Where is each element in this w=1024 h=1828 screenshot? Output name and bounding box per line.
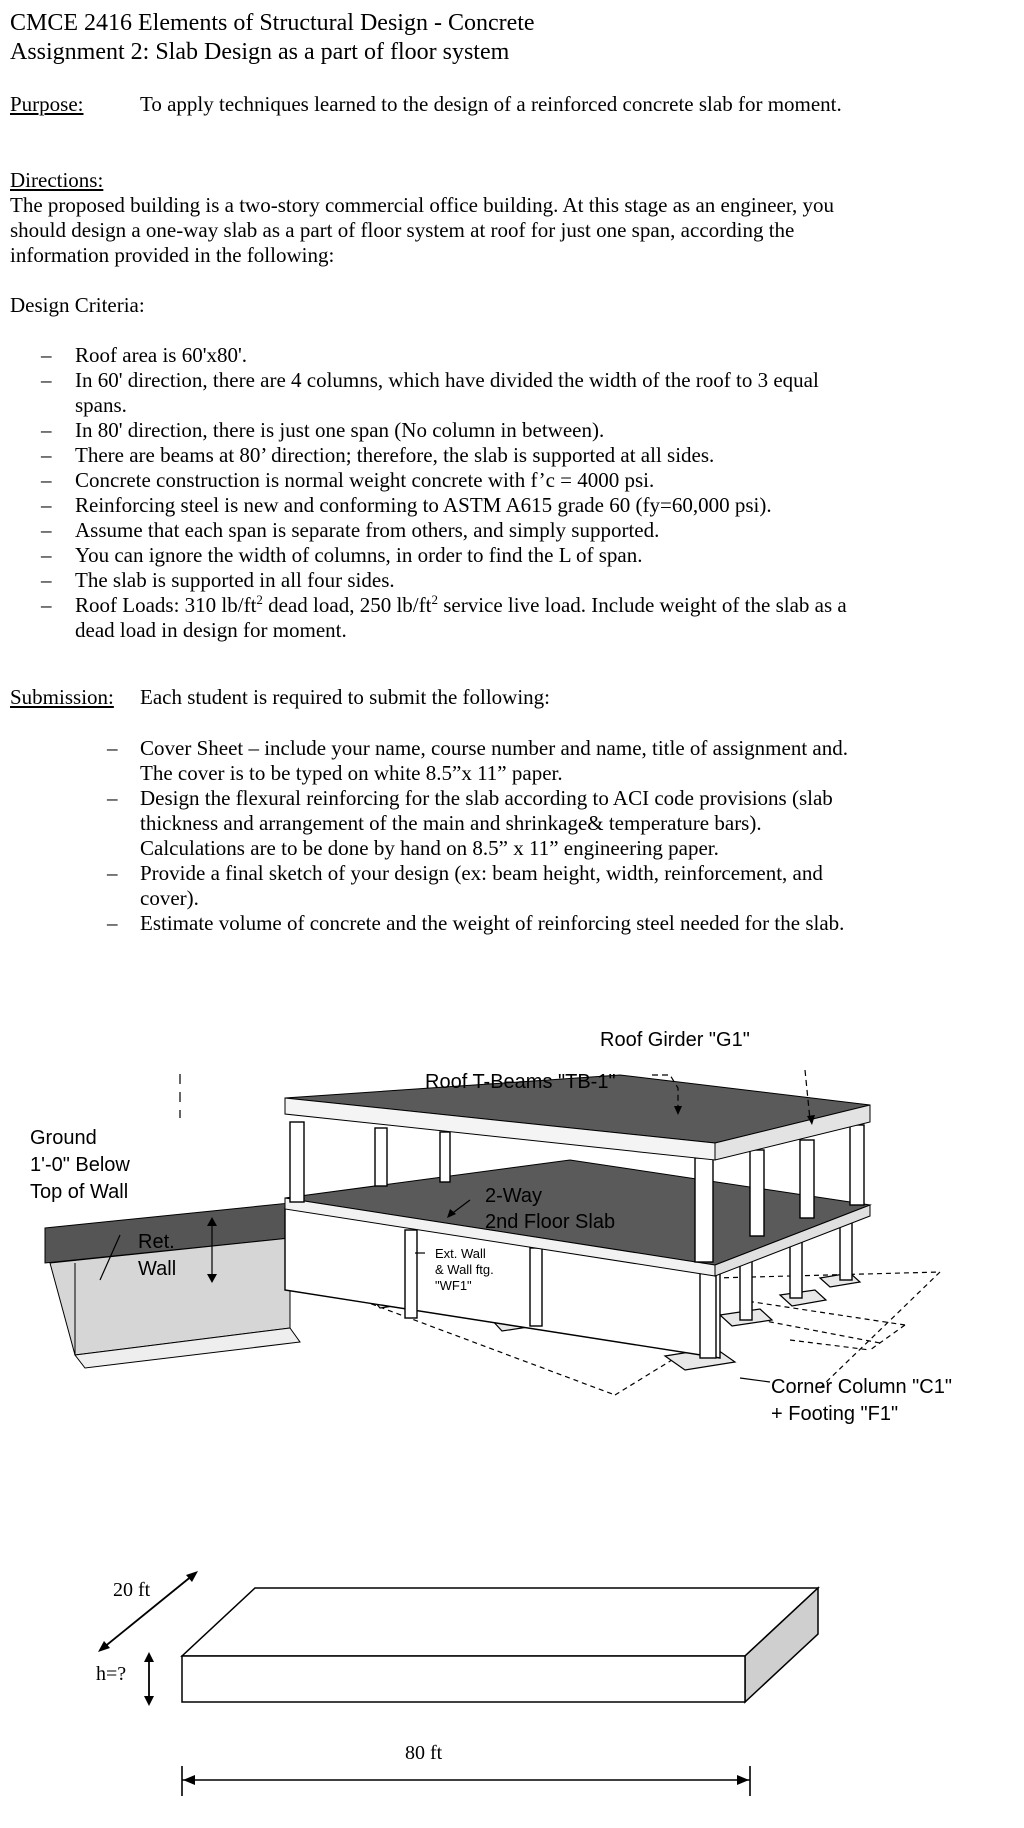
directions-label: Directions: [10, 168, 104, 192]
submission-label: Submission: [10, 685, 114, 709]
list-item: – Reinforcing steel is new and conforming to ASTM A615 grade 60 (fy=60,000 psi). [41, 493, 772, 517]
purpose-text: To apply techniques learned to the design of a reinforced concrete slab for moment. [140, 92, 842, 116]
length-dimension [182, 1766, 750, 1796]
roof-loads-item: – Roof Loads: 310 $lb/ft^2$ dead load, 250 $lb/ft^2$ service live load. Include weight of the slab as a dead load in design for moment. [41, 592, 847, 642]
ext-wall-label-1: Ext. Wall [435, 1246, 486, 1261]
width-label: 20 ft [113, 1579, 151, 1601]
list-item: – You can ignore the width of columns, in order to find the L of span. [41, 543, 643, 567]
ext-wall-label-3: "WF1" [435, 1278, 472, 1293]
ret-wall-label-1: Ret. [138, 1231, 175, 1253]
list-item: – There are beams at 80’ direction; therefore, the slab is supported at all sides. [41, 443, 715, 467]
design-criteria-list [41, 343, 865, 643]
course-title: CMCE 2416 Elements of Structural Design - Concrete [10, 10, 535, 36]
length-label: 80 ft [405, 1742, 443, 1764]
corner-column-label-1: Corner Column "C1" [771, 1376, 952, 1398]
slab-label-1: 2-Way [485, 1185, 543, 1207]
roof-tbeams-label: Roof T-Beams "TB-1" [425, 1071, 616, 1093]
list-item: – In 80' direction, there is just one span (No column in between). [41, 418, 605, 442]
ground-label-2: 1'-0" Below [30, 1154, 130, 1176]
slab-label-2: 2nd Floor Slab [485, 1211, 616, 1233]
submission-intro: Each student is required to submit the following: [140, 685, 551, 709]
slab-block [182, 1588, 818, 1702]
ret-wall-label-2: Wall [138, 1258, 177, 1280]
ground-label-3: Top of Wall [30, 1181, 129, 1203]
list-item: – In 60' direction, there are 4 columns, which have divided the width of the roof to 3 equal spans. [41, 368, 819, 417]
ext-wall-label-2: & Wall ftg. [435, 1262, 494, 1277]
list-item: – Roof area is 60'x80'. [41, 343, 248, 367]
list-item: – Design the flexural reinforcing for the slab according to ACI code provisions (slab thickness and arrangement of the main and shrinkage& temperature bars). Calculations are to be done by hand on 8.5” x 11” engineering paper. [107, 786, 833, 860]
directions-text: The proposed building is a two-story commercial office building. At this stage as an engineer, you should design a one-way slab as a part of floor system at roof for just one span, according the information provided in the following: [10, 193, 835, 267]
list-item: – Concrete construction is normal weight concrete with f’c = 4000 psi. [41, 468, 655, 492]
submission-list [107, 736, 860, 936]
list-item: – Assume that each span is separate from others, and simply supported. [41, 518, 660, 542]
corner-column-label-2: + Footing "F1" [771, 1403, 899, 1425]
roof-girder-label: Roof Girder "G1" [600, 1029, 750, 1051]
list-item: – Provide a final sketch of your design (ex: beam height, width, reinforcement, and cover). [107, 861, 823, 910]
list-item: – Estimate volume of concrete and the weight of reinforcing steel needed for the slab. [107, 911, 845, 935]
list-item: – The slab is supported in all four sides. [41, 568, 395, 592]
list-item: – Cover Sheet – include your name, course number and name, title of assignment and. The cover is to be typed on white 8.5”x 11” paper. [107, 736, 848, 785]
ground-label-1: Ground [30, 1127, 97, 1149]
building-diagram [0, 1010, 1024, 1430]
purpose-label: Purpose: [10, 92, 84, 116]
design-criteria-label: Design Criteria: [10, 293, 145, 317]
height-label: h=? [96, 1663, 127, 1685]
slab-diagram [0, 1540, 1024, 1828]
assignment-title: Assignment 2: Slab Design as a part of floor system [10, 39, 510, 65]
retaining-wall [45, 1203, 300, 1368]
